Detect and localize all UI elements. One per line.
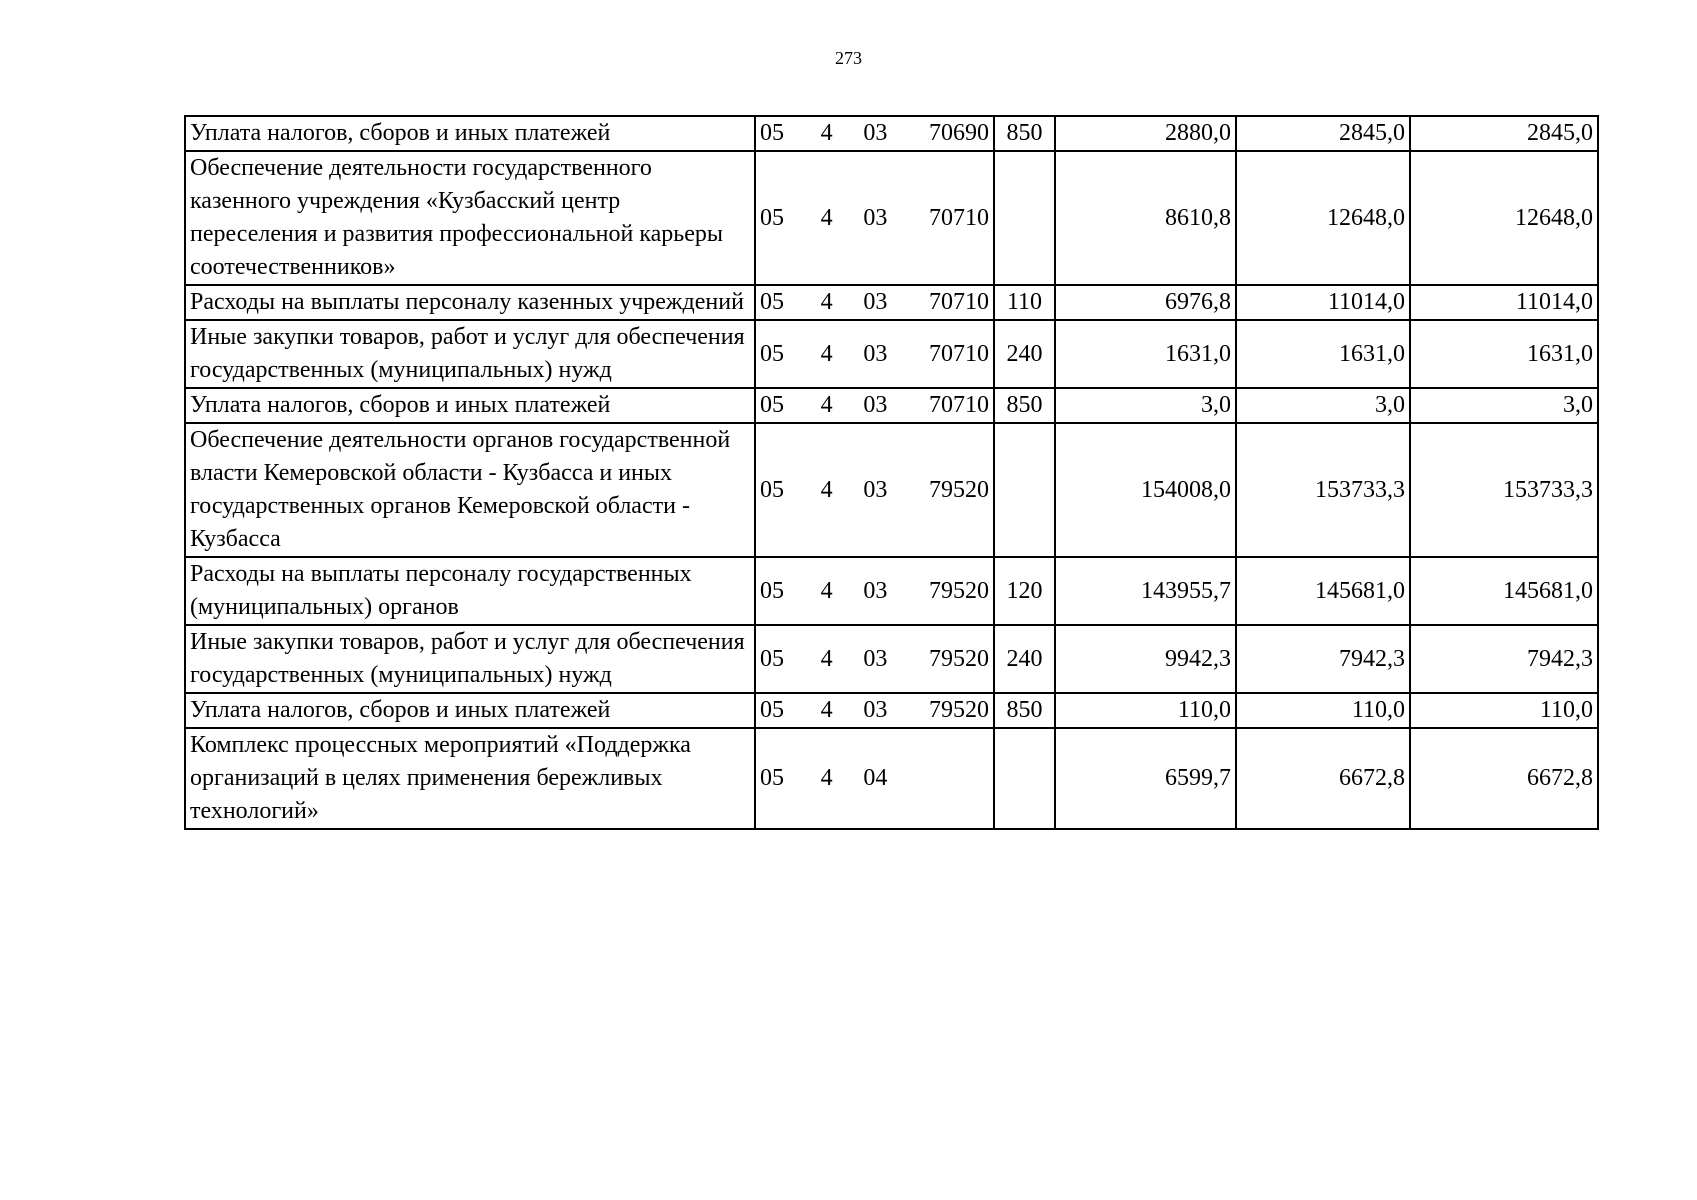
table-row xyxy=(185,151,1598,285)
row-expense-type: 120 xyxy=(994,557,1055,625)
row-classification-code xyxy=(755,151,994,285)
row-amount-year-1: 9942,3 xyxy=(1055,625,1236,693)
row-amount-year-2: 12648,0 xyxy=(1236,151,1410,285)
row-classification-code xyxy=(755,285,994,320)
table-row xyxy=(185,557,1598,625)
row-expense-type: 110 xyxy=(994,285,1055,320)
code-subprogram: 03 xyxy=(863,120,888,146)
code-subprogram: 04 xyxy=(863,765,888,791)
code-section: 05 xyxy=(760,697,784,723)
row-amount-year-2: 110,0 xyxy=(1236,693,1410,728)
code-section: 05 xyxy=(760,765,784,791)
row-classification-code xyxy=(755,320,994,388)
row-expense-type: 240 xyxy=(994,625,1055,693)
code-program: 4 xyxy=(820,765,833,791)
code-subprogram: 03 xyxy=(863,577,888,604)
table-row xyxy=(185,423,1598,557)
code-direction: 70690 xyxy=(928,120,989,146)
row-amount-year-3: 7942,3 xyxy=(1410,625,1598,693)
code-subprogram: 03 xyxy=(863,340,888,367)
row-amount-year-2: 3,0 xyxy=(1236,388,1410,423)
code-subprogram: 03 xyxy=(863,289,888,315)
row-amount-year-2: 1631,0 xyxy=(1236,320,1410,388)
code-program: 4 xyxy=(820,120,833,146)
row-amount-year-3: 153733,3 xyxy=(1410,423,1598,557)
code-direction: 79520 xyxy=(928,476,989,503)
table-row xyxy=(185,625,1598,693)
row-name: Иные закупки товаров, работ и услуг для обеспечения государственных (муниципальных) нужд xyxy=(185,625,755,693)
code-subprogram: 03 xyxy=(863,204,888,231)
row-name: Обеспечение деятельности государственного казенного учреждения «Кузбасский центр переселения и развития профессиональной карьеры соотечественников» xyxy=(185,151,755,285)
row-amount-year-3: 6672,8 xyxy=(1410,728,1598,829)
row-amount-year-1: 6976,8 xyxy=(1055,285,1236,320)
row-name: Комплекс процессных мероприятий «Поддержка организаций в целях применения бережливых технологий» xyxy=(185,728,755,829)
row-name: Уплата налогов, сборов и иных платежей xyxy=(185,388,755,423)
row-name: Иные закупки товаров, работ и услуг для обеспечения государственных (муниципальных) нужд xyxy=(185,320,755,388)
row-classification-code xyxy=(755,693,994,728)
row-amount-year-1: 110,0 xyxy=(1055,693,1236,728)
table-row xyxy=(185,320,1598,388)
row-amount-year-1: 143955,7 xyxy=(1055,557,1236,625)
row-expense-type: 850 xyxy=(994,693,1055,728)
row-amount-year-1: 1631,0 xyxy=(1055,320,1236,388)
table-row xyxy=(185,693,1598,728)
row-amount-year-3: 2845,0 xyxy=(1410,116,1598,151)
code-section: 05 xyxy=(760,120,784,146)
row-classification-code xyxy=(755,388,994,423)
row-amount-year-1: 6599,7 xyxy=(1055,728,1236,829)
row-name: Обеспечение деятельности органов государственной власти Кемеровской области - Кузбасса и иных государственных органов Кемеровской области - Кузбасса xyxy=(185,423,755,557)
page-number: 273 xyxy=(835,48,862,68)
code-program: 4 xyxy=(820,392,833,418)
code-program: 4 xyxy=(820,289,833,315)
row-amount-year-1: 8610,8 xyxy=(1055,151,1236,285)
row-expense-type: 850 xyxy=(994,388,1055,423)
row-amount-year-2: 145681,0 xyxy=(1236,557,1410,625)
code-program: 4 xyxy=(820,476,833,503)
row-amount-year-3: 11014,0 xyxy=(1410,285,1598,320)
row-amount-year-3: 110,0 xyxy=(1410,693,1598,728)
code-section: 05 xyxy=(760,577,784,604)
code-program: 4 xyxy=(820,204,833,231)
table-row xyxy=(185,285,1598,320)
code-program: 4 xyxy=(820,645,833,672)
row-name: Расходы на выплаты персоналу казенных учреждений xyxy=(185,285,755,320)
row-amount-year-2: 2845,0 xyxy=(1236,116,1410,151)
code-direction xyxy=(923,762,989,795)
row-amount-year-1: 3,0 xyxy=(1055,388,1236,423)
code-direction: 70710 xyxy=(928,204,989,231)
code-direction: 79520 xyxy=(928,645,989,672)
code-direction: 70710 xyxy=(928,289,989,315)
code-program: 4 xyxy=(820,340,833,367)
row-amount-year-2: 6672,8 xyxy=(1236,728,1410,829)
row-amount-year-3: 12648,0 xyxy=(1410,151,1598,285)
row-amount-year-3: 145681,0 xyxy=(1410,557,1598,625)
code-subprogram: 03 xyxy=(863,645,888,672)
table-row xyxy=(185,388,1598,423)
row-classification-code xyxy=(755,728,994,829)
code-subprogram: 03 xyxy=(863,476,888,503)
row-classification-code xyxy=(755,423,994,557)
row-classification-code xyxy=(755,116,994,151)
row-expense-type xyxy=(994,728,1055,829)
budget-table xyxy=(184,115,1599,830)
code-direction: 79520 xyxy=(928,697,989,723)
row-amount-year-2: 11014,0 xyxy=(1236,285,1410,320)
row-expense-type xyxy=(994,151,1055,285)
code-section: 05 xyxy=(760,204,784,231)
row-amount-year-3: 1631,0 xyxy=(1410,320,1598,388)
code-section: 05 xyxy=(760,340,784,367)
row-amount-year-1: 2880,0 xyxy=(1055,116,1236,151)
code-subprogram: 03 xyxy=(863,697,888,723)
code-program: 4 xyxy=(820,577,833,604)
row-expense-type: 850 xyxy=(994,116,1055,151)
code-program: 4 xyxy=(820,697,833,723)
row-classification-code xyxy=(755,625,994,693)
code-direction: 79520 xyxy=(928,577,989,604)
row-amount-year-3: 3,0 xyxy=(1410,388,1598,423)
code-section: 05 xyxy=(760,392,784,418)
row-amount-year-2: 153733,3 xyxy=(1236,423,1410,557)
budget-table-body xyxy=(185,116,1598,829)
row-expense-type: 240 xyxy=(994,320,1055,388)
code-section: 05 xyxy=(760,289,784,315)
table-row xyxy=(185,116,1598,151)
row-classification-code xyxy=(755,557,994,625)
code-direction: 70710 xyxy=(928,340,989,367)
row-expense-type xyxy=(994,423,1055,557)
code-section: 05 xyxy=(760,645,784,672)
code-direction: 70710 xyxy=(928,392,989,418)
code-section: 05 xyxy=(760,476,784,503)
table-row xyxy=(185,728,1598,829)
row-name: Уплата налогов, сборов и иных платежей xyxy=(185,116,755,151)
row-name: Уплата налогов, сборов и иных платежей xyxy=(185,693,755,728)
row-amount-year-1: 154008,0 xyxy=(1055,423,1236,557)
code-subprogram: 03 xyxy=(863,392,888,418)
row-name: Расходы на выплаты персоналу государственных (муниципальных) органов xyxy=(185,557,755,625)
row-amount-year-2: 7942,3 xyxy=(1236,625,1410,693)
